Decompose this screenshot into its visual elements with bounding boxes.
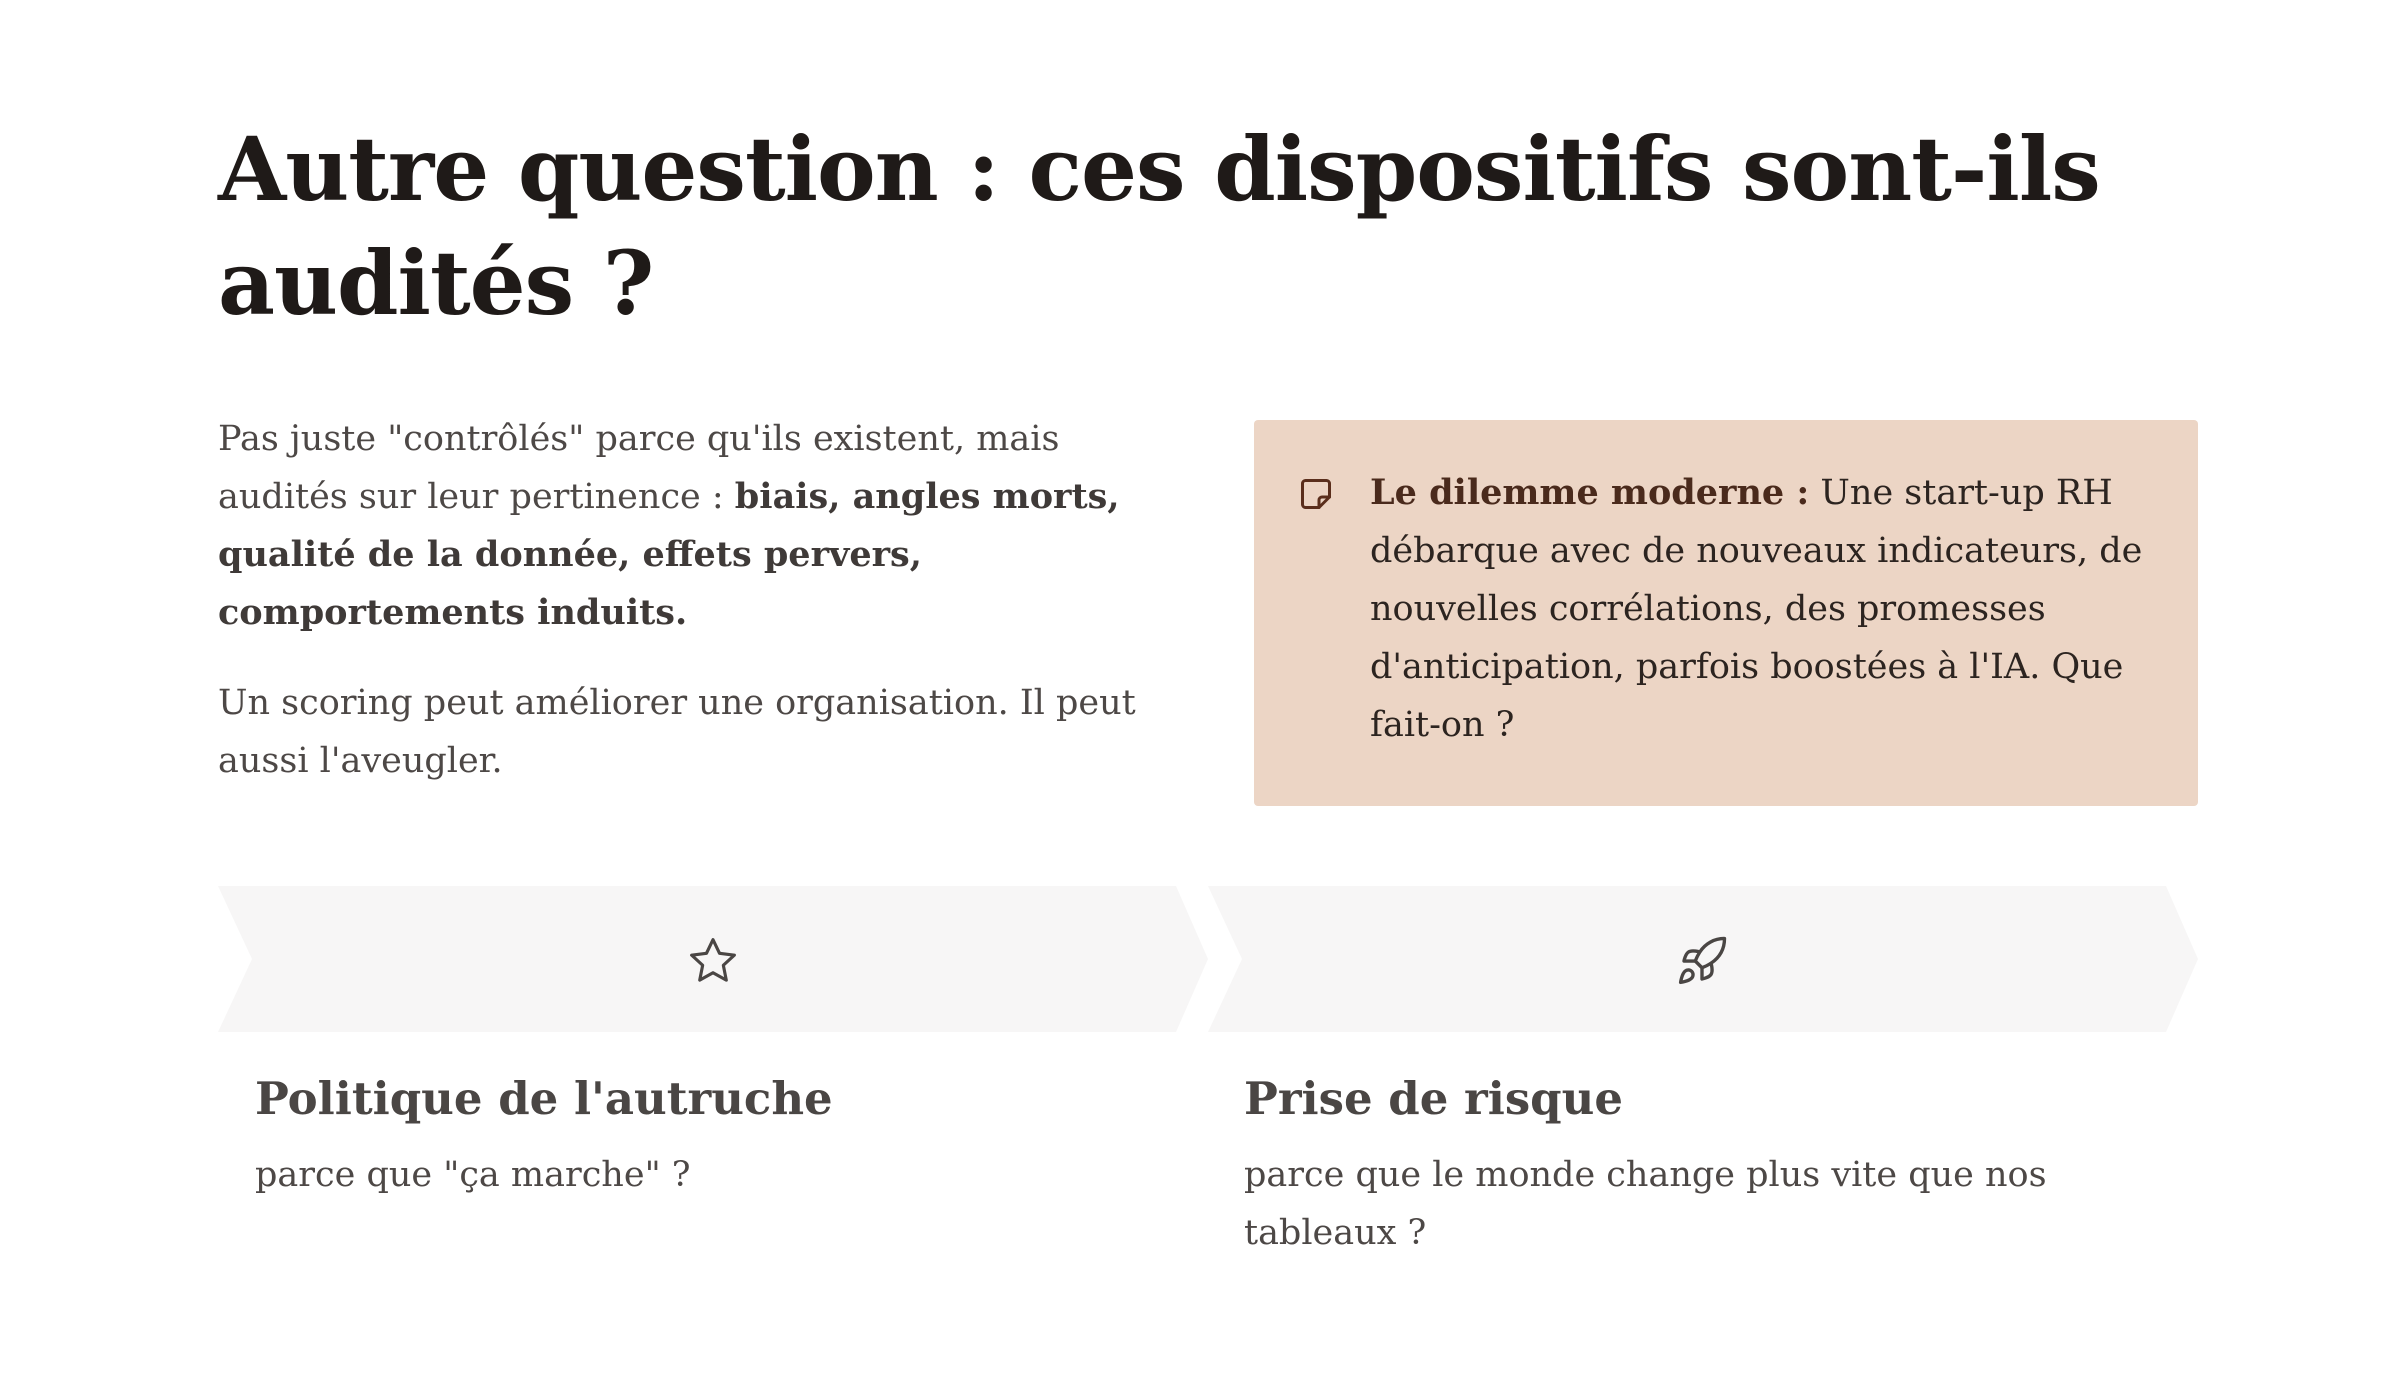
- intro-bold: biais, angles morts, qualité de la donnée, effets pervers, comportements induits.: [218, 476, 1120, 633]
- step-band-1: [218, 886, 1208, 1032]
- star-icon: [686, 934, 740, 988]
- page-title: Autre question : ces dispositifs sont-ils audités ?: [218, 117, 2100, 335]
- intro-lead: Pas juste "contrôlés" parce qu'ils existent, mais audités sur leur pertinence :: [218, 419, 1060, 517]
- step-description-2: parce que le monde change plus vite que nos tableaux ?: [1244, 1155, 2047, 1253]
- intro-paragraph-2: Un scoring peut améliorer une organisation. Il peut aussi l'aveugler.: [218, 683, 1136, 781]
- step-title-2: Prise de risque: [1244, 1072, 1623, 1125]
- callout-text: [1370, 464, 2160, 754]
- sticky-note-icon: [1298, 476, 1334, 512]
- callout-body: Une start-up RH débarque avec de nouveaux indicateurs, de nouvelles corrélations, des promesses d'anticipation, parfois boostées à l'IA. Que fait-on ?: [1370, 473, 2143, 745]
- callout-label: Le dilemme moderne :: [1370, 472, 1810, 513]
- step-description-1: parce que "ça marche" ?: [255, 1155, 691, 1195]
- step-title-1: Politique de l'autruche: [255, 1072, 833, 1125]
- rocket-icon: [1675, 934, 1729, 988]
- step-band-2: [1208, 886, 2198, 1032]
- intro-paragraph-1: [218, 410, 1178, 642]
- intro-text: [218, 410, 1178, 822]
- dilemma-callout: [1254, 420, 2198, 806]
